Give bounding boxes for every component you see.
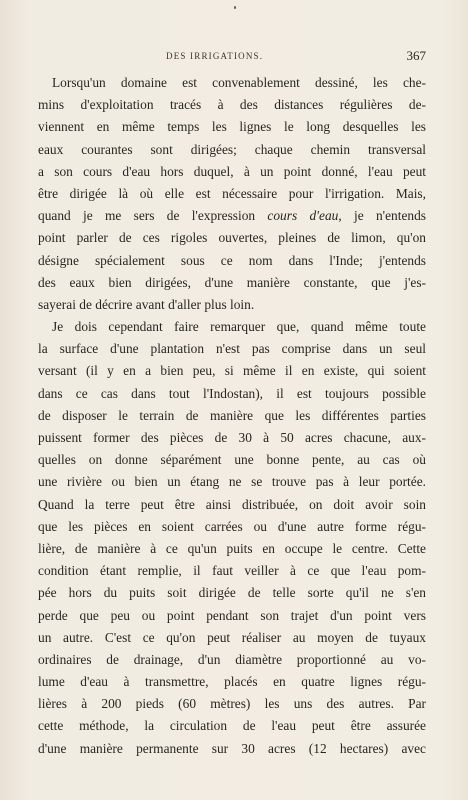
text-line: puissent former des pièces de 30 à 50 acres chacune, aux- bbox=[38, 430, 426, 445]
page-number: 367 bbox=[406, 48, 426, 63]
text-line: lume d'eau à transmettre, placés en quatre lignes régu- bbox=[38, 674, 426, 690]
text-line: cette méthode, la circulation de l'eau peut être assurée bbox=[38, 718, 426, 734]
text-line: la surface d'une plantation n'est pas comprise dans un seul bbox=[38, 341, 426, 357]
paragraph-1 bbox=[38, 72, 426, 316]
body-text bbox=[38, 72, 426, 760]
text-segment: , je n'entends bbox=[338, 208, 426, 224]
text-line: que les pièces en soient carrées ou d'une autre forme régu- bbox=[38, 518, 426, 534]
text-line: mins d'exploitation tracés à des distances régulières de- bbox=[38, 97, 426, 113]
text-line: de disposer le terrain de manière que les différentes parties bbox=[38, 407, 426, 423]
text-line: pée hors du puits soit dirigée de telle sorte qu'il ne s'en bbox=[38, 585, 426, 601]
text-line: être dirigée là où elle est nécessaire pour l'irrigation. Mais, bbox=[38, 185, 426, 201]
text-line: versant (il y en a bien peu, si même il en existe, qui soient bbox=[38, 363, 426, 379]
text-line: des eaux bien dirigées, d'une manière constante, que j'es- bbox=[38, 274, 426, 290]
text-line: lières à 200 pieds (60 mètres) les uns des autres. Par bbox=[38, 696, 426, 712]
text-line: sayerai de décrire avant d'aller plus loin. bbox=[38, 296, 255, 312]
text-line: lière, de manière à ce qu'un puits en occupe le centre. Cette bbox=[38, 540, 426, 556]
text-line: une rivière ou bien un étang ne se trouve pas à leur portée. bbox=[38, 474, 426, 490]
text-line: point parler de ces rigoles ouvertes, pleines de limon, qu'on bbox=[38, 230, 426, 246]
text-line: eaux courantes sont dirigées; chaque chemin transversal bbox=[38, 141, 426, 157]
page-mark bbox=[234, 6, 236, 9]
text-line: perde que peu ou point pendant son trajet d'un point vers bbox=[38, 607, 426, 623]
text-line bbox=[38, 205, 426, 227]
text-line: a son cours d'eau hors duquel, à un point donné, l'eau peut bbox=[38, 163, 426, 179]
text-line: Je dois cependant faire remarquer que, quand même toute bbox=[52, 319, 426, 335]
running-title: DES IRRIGATIONS. bbox=[166, 51, 264, 61]
italic-term: cours d'eau bbox=[267, 208, 339, 224]
text-line: Quand la terre peut être ainsi distribuée, on doit avoir soin bbox=[38, 496, 426, 512]
text-line: dans ce cas dans tout l'Indostan), il est toujours possible bbox=[38, 385, 426, 401]
text-line: quelles on donne séparément une bonne pente, au cas où bbox=[38, 452, 426, 468]
text-line: condition étant remplie, il faut veiller à ce que l'eau pom- bbox=[38, 563, 426, 579]
text-line: un autre. C'est ce qu'on peut réaliser au moyen de tuyaux bbox=[38, 629, 426, 645]
text-line: ordinaires de drainage, d'un diamètre proportionné au vo- bbox=[38, 651, 426, 667]
text-line: d'une manière permanente sur 30 acres (12 hectares) avec bbox=[38, 740, 426, 756]
text-line: désigne spécialement sous ce nom dans l'Inde; j'entends bbox=[38, 252, 426, 268]
text-line: viennent en même temps les lignes le long desquelles les bbox=[38, 119, 426, 135]
text-line: Lorsqu'un domaine est convenablement dessiné, les che- bbox=[52, 75, 426, 90]
text-segment: quand je me sers de l'expression bbox=[38, 208, 268, 224]
paragraph-2 bbox=[38, 316, 426, 760]
page-header bbox=[38, 48, 426, 64]
